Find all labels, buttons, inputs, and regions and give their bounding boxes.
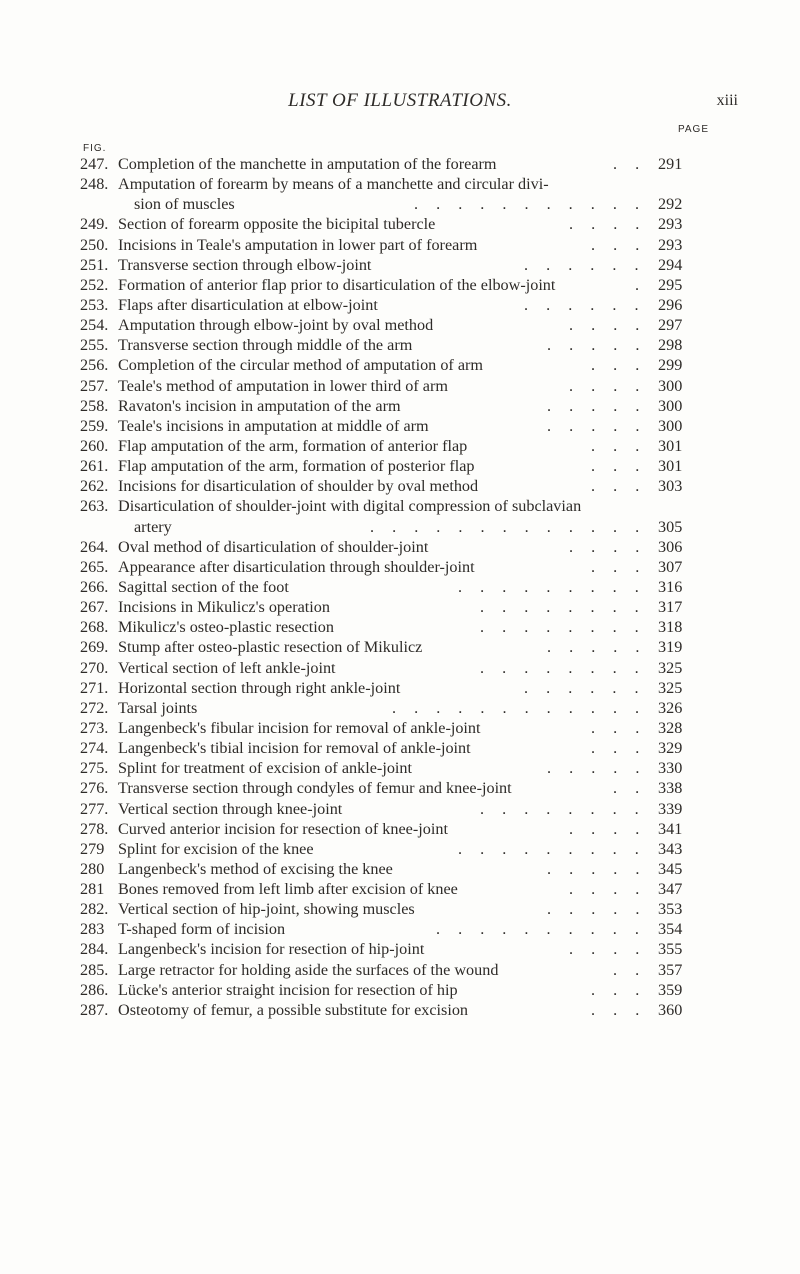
figure-number: 281: [80, 880, 105, 899]
list-item: [0, 1000, 800, 1020]
leader-dots: . . . .: [569, 537, 647, 556]
figure-title: Completion of the manchette in amputation of the forearm: [118, 155, 497, 173]
leader-dots: . .: [613, 960, 647, 979]
figure-title: Tarsal joints: [118, 698, 198, 717]
figure-title: Lücke's anterior straight incision for resection of hip: [118, 980, 458, 999]
figure-number: 287.: [80, 1000, 109, 1019]
figure-title: Amputation of forearm by means of a manchette and circular divi-: [118, 175, 549, 194]
figure-number: 257.: [80, 376, 109, 395]
list-item: [0, 899, 800, 919]
figure-number: 284.: [80, 940, 109, 959]
page-ref: 330: [658, 759, 683, 778]
figure-number: 250.: [80, 235, 109, 254]
leader-dots: . . .: [591, 356, 647, 375]
figure-title: Appearance after disarticulation through shoulder-joint: [118, 557, 475, 576]
page-ref: 353: [658, 900, 683, 919]
leader-dots: . . . . .: [547, 759, 647, 778]
figure-number: 268.: [80, 618, 109, 637]
figure-number: 269.: [80, 638, 109, 657]
figure-number: 260.: [80, 436, 109, 455]
figure-title: Vertical section through knee-joint: [118, 799, 343, 818]
figure-number: 270.: [80, 658, 109, 677]
page-column-label: PAGE: [677, 124, 709, 135]
figure-number: 272.: [80, 698, 109, 717]
leader-dots: . . . .: [569, 376, 647, 395]
figure-number: 271.: [80, 678, 109, 697]
leader-dots: . . . . . . . .: [480, 598, 646, 617]
list-item: [0, 778, 800, 798]
figure-title: Splint for treatment of excision of ankle-joint: [118, 759, 412, 778]
figure-number: 286.: [80, 980, 109, 999]
figure-number: 265.: [80, 557, 109, 576]
figure-number: 252.: [80, 275, 109, 294]
figure-title: Section of forearm opposite the bicipital tubercle: [118, 215, 436, 234]
figure-number: 255.: [80, 336, 109, 355]
leader-dots: . . . . . . . .: [480, 658, 646, 677]
page-ref: 301: [658, 436, 683, 455]
figure-title: Large retractor for holding aside the surfaces of the wound: [118, 960, 499, 979]
page-ref: 343: [658, 839, 683, 858]
figure-title: Langenbeck's tibial incision for removal of ankle-joint: [118, 739, 471, 758]
page-ref: 360: [658, 1000, 683, 1019]
figure-title-continuation: artery: [134, 517, 172, 536]
leader-dots: . . .: [591, 436, 647, 455]
list-item: [0, 255, 800, 275]
figure-title: Vertical section of left ankle-joint: [118, 658, 336, 677]
page-ref: 355: [658, 940, 683, 959]
figure-number: 278.: [80, 819, 109, 838]
list-item: [0, 678, 800, 698]
list-item: [0, 960, 800, 980]
figure-title: Flap amputation of the arm, formation of posterior flap: [118, 457, 475, 476]
list-item: [0, 355, 800, 375]
running-title: LIST OF ILLUSTRATIONS.: [288, 90, 512, 111]
leader-dots: . . . . . . . . .: [458, 839, 646, 858]
list-item: [0, 839, 800, 859]
list-item: [0, 154, 800, 174]
list-item: [0, 416, 800, 436]
list-item: [0, 376, 800, 396]
list-item: [0, 799, 800, 819]
leader-dots: .: [635, 275, 647, 294]
figure-number: 285.: [80, 960, 109, 979]
figure-number: 280: [80, 859, 105, 878]
list-item: [0, 738, 800, 758]
figure-title: Vertical section of hip-joint, showing muscles: [118, 900, 415, 919]
list-item: [0, 879, 800, 899]
leader-dots: . .: [613, 779, 647, 798]
page-ref: 339: [658, 799, 683, 818]
figure-title: Incisions in Teale's amputation in lower part of forearm: [118, 235, 478, 254]
page-ref: 292: [658, 195, 683, 214]
list-item: [0, 939, 800, 959]
list-item: [0, 396, 800, 416]
figure-number: 249.: [80, 215, 109, 234]
leader-dots: . . . .: [569, 215, 647, 234]
page-ref: 354: [658, 920, 683, 939]
leader-dots: . . . . . .: [524, 295, 646, 314]
figure-title: Flap amputation of the arm, formation of anterior flap: [118, 436, 468, 455]
list-item-continuation: [0, 194, 800, 214]
page-ref: 305: [658, 517, 683, 536]
page-ref: 296: [658, 295, 683, 314]
figure-number: 247.: [80, 155, 109, 173]
page-ref: 294: [658, 255, 683, 274]
figure-title: Langenbeck's incision for resection of hip-joint: [118, 940, 425, 959]
figure-number: 275.: [80, 759, 109, 778]
list-item: [0, 617, 800, 637]
figure-title: Amputation through elbow-joint by oval method: [118, 316, 434, 335]
figure-title: Flaps after disarticulation at elbow-joint: [118, 295, 378, 314]
figure-title: Disarticulation of shoulder-joint with digital compression of subclavian: [118, 497, 582, 516]
fig-column-label: FIG.: [83, 143, 107, 154]
leader-dots: . . . .: [569, 880, 647, 899]
list-item: [0, 698, 800, 718]
running-head: [0, 90, 800, 120]
list-item: [0, 819, 800, 839]
figure-title: Ravaton's incision in amputation of the arm: [118, 396, 401, 415]
leader-dots: . . . .: [569, 316, 647, 335]
figure-number: 276.: [80, 779, 109, 798]
list-item: [0, 637, 800, 657]
leader-dots: . . . . .: [547, 416, 647, 435]
figure-title: Oval method of disarticulation of shoulder-joint: [118, 537, 429, 556]
page-ref: 293: [658, 235, 683, 254]
page-ref: 319: [658, 638, 683, 657]
figure-number: 264.: [80, 537, 109, 556]
leader-dots: . . . . .: [547, 859, 647, 878]
page-ref: 300: [658, 396, 683, 415]
figure-number: 259.: [80, 416, 109, 435]
list-item-continuation: [0, 517, 800, 537]
page-ref: 299: [658, 356, 683, 375]
figure-number: 253.: [80, 295, 109, 314]
list-item: [0, 980, 800, 1000]
list-item: [0, 275, 800, 295]
figure-title: Teale's method of amputation in lower third of arm: [118, 376, 448, 395]
page-ref: 345: [658, 859, 683, 878]
figure-title: Osteotomy of femur, a possible substitute for excision: [118, 1000, 469, 1019]
figure-title: Sagittal section of the foot: [118, 577, 289, 596]
page-ref: 291: [658, 155, 683, 173]
figure-number: 277.: [80, 799, 109, 818]
leader-dots: . . . .: [569, 819, 647, 838]
page-ref: 329: [658, 739, 683, 758]
figure-title: Incisions in Mikulicz's operation: [118, 598, 330, 617]
list-item: [0, 295, 800, 315]
list-item: [0, 537, 800, 557]
figure-title: Transverse section through condyles of femur and knee-joint: [118, 779, 512, 798]
list-item: [0, 436, 800, 456]
figure-number: 279: [80, 839, 105, 858]
page-ref: 300: [658, 376, 683, 395]
leader-dots: . . . . . . . . . . .: [414, 195, 646, 214]
leader-dots: . . . . . . . .: [480, 799, 646, 818]
figure-title: Transverse section through elbow-joint: [118, 255, 372, 274]
figure-title-continuation: sion of muscles: [134, 195, 235, 214]
figure-number: 283: [80, 920, 105, 939]
page-ref: 300: [658, 416, 683, 435]
list-item: [0, 577, 800, 597]
list-item: [0, 496, 800, 516]
leader-dots: . . .: [591, 980, 647, 999]
page-ref: 306: [658, 537, 683, 556]
figure-title: Incisions for disarticulation of shoulder by oval method: [118, 477, 479, 496]
list-item: [0, 174, 800, 194]
leader-dots: . . . . . . . . . . . . .: [370, 517, 647, 536]
list-item: [0, 758, 800, 778]
figure-title: Horizontal section through right ankle-joint: [118, 678, 401, 697]
leader-dots: . . . . .: [547, 396, 647, 415]
page-number: xiii: [716, 92, 738, 109]
figure-title: Curved anterior incision for resection of knee-joint: [118, 819, 448, 838]
list-item: [0, 476, 800, 496]
figure-number: 267.: [80, 598, 109, 617]
list-item: [0, 335, 800, 355]
figure-title: Completion of the circular method of amputation of arm: [118, 356, 484, 375]
list-item: [0, 718, 800, 738]
page-ref: 328: [658, 718, 683, 737]
figure-number: 254.: [80, 316, 109, 335]
leader-dots: . . .: [591, 235, 647, 254]
page-ref: 325: [658, 658, 683, 677]
page-ref: 317: [658, 598, 683, 617]
page-ref: 293: [658, 215, 683, 234]
figure-title: Teale's incisions in amputation at middle of arm: [118, 416, 429, 435]
list-item: [0, 859, 800, 879]
figure-number: 263.: [80, 497, 109, 516]
figure-title: Bones removed from left limb after excision of knee: [118, 880, 458, 899]
figure-number: 261.: [80, 457, 109, 476]
page-ref: 303: [658, 477, 683, 496]
figure-title: Formation of anterior flap prior to disarticulation of the elbow-joint: [118, 275, 556, 294]
list-item: [0, 315, 800, 335]
list-item: [0, 235, 800, 255]
leader-dots: . . . . . .: [524, 255, 646, 274]
figure-title: Mikulicz's osteo-plastic resection: [118, 618, 334, 637]
page-ref: 359: [658, 980, 683, 999]
illustration-list: [0, 154, 800, 1020]
leader-dots: . . . . . .: [524, 678, 646, 697]
leader-dots: . . . . .: [547, 336, 647, 355]
list-item: [0, 456, 800, 476]
page-ref: 318: [658, 618, 683, 637]
figure-number: 258.: [80, 396, 109, 415]
figure-number: 262.: [80, 477, 109, 496]
figure-title: Langenbeck's method of excising the knee: [118, 859, 393, 878]
leader-dots: . . .: [591, 718, 647, 737]
page-ref: 357: [658, 960, 683, 979]
page-ref: 347: [658, 880, 683, 899]
figure-title: Splint for excision of the knee: [118, 839, 314, 858]
figure-title: Transverse section through middle of the arm: [118, 336, 413, 355]
list-item: [0, 557, 800, 577]
figure-number: 256.: [80, 356, 109, 375]
page-ref: 325: [658, 678, 683, 697]
page-ref: 341: [658, 819, 683, 838]
list-item: [0, 658, 800, 678]
figure-title: Stump after osteo-plastic resection of Mikulicz: [118, 638, 423, 657]
page-ref: 326: [658, 698, 683, 717]
leader-dots: . .: [613, 155, 647, 173]
figure-number: 266.: [80, 577, 109, 596]
leader-dots: . . .: [591, 1000, 647, 1019]
leader-dots: . . . . . . . . .: [458, 577, 646, 596]
page-ref: 295: [658, 275, 683, 294]
figure-number: 273.: [80, 718, 109, 737]
page-ref: 301: [658, 457, 683, 476]
figure-number: 274.: [80, 739, 109, 758]
figure-number: 251.: [80, 255, 109, 274]
page-ref: 316: [658, 577, 683, 596]
figure-number: 282.: [80, 900, 109, 919]
leader-dots: . . .: [591, 557, 647, 576]
page-ref: 298: [658, 336, 683, 355]
leader-dots: . . .: [591, 457, 647, 476]
leader-dots: . . . . .: [547, 900, 647, 919]
list-item: [0, 597, 800, 617]
figure-title: T-shaped form of incision: [118, 920, 286, 939]
page-ref: 307: [658, 557, 683, 576]
leader-dots: . . .: [591, 477, 647, 496]
figure-title: Langenbeck's fibular incision for removal of ankle-joint: [118, 718, 481, 737]
leader-dots: . . .: [591, 739, 647, 758]
leader-dots: . . . .: [569, 940, 647, 959]
leader-dots: . . . . .: [547, 638, 647, 657]
page-ref: 297: [658, 316, 683, 335]
leader-dots: . . . . . . . . . . . .: [392, 698, 647, 717]
figure-number: 248.: [80, 175, 109, 194]
leader-dots: . . . . . . . .: [480, 618, 646, 637]
page-ref: 338: [658, 779, 683, 798]
list-item: [0, 214, 800, 234]
leader-dots: . . . . . . . . . .: [436, 920, 646, 939]
list-item: [0, 919, 800, 939]
